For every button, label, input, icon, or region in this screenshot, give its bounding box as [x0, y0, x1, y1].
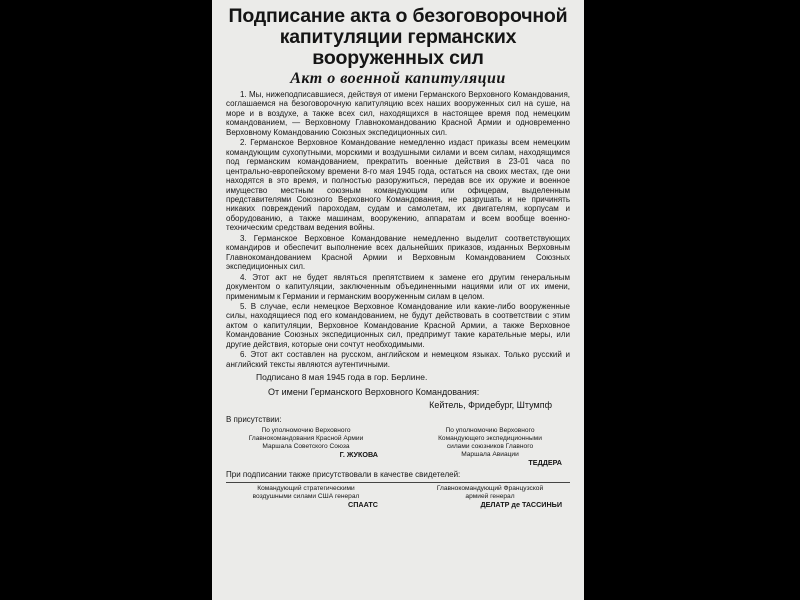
allied-rep-line-4: Маршала Авиации — [461, 451, 519, 459]
fr-witness-name: ДЕЛАТР де ТАССИНЬИ — [480, 499, 562, 509]
allied-rep-line-1: По уполномочию Верховного — [445, 427, 535, 435]
soviet-rep-line-1: По уполномочию Верховного — [261, 427, 351, 435]
signed-line: Подписано 8 мая 1945 года в гор. Берлине. — [256, 372, 428, 383]
soviet-representative — [226, 427, 386, 467]
allied-representative — [410, 427, 570, 467]
witness-line: При подписании также присутствовали в качестве свидетелей: — [226, 470, 461, 480]
article-1: 1. Мы, нижеподписавшиеся, действуя от имени Германского Верховного Командования, соглашаемся на безоговорочную капитуляцию всех наших вооруженных сил на суше, на море и в воздухе, а также всех сил, находящихся в настоящее время под немецким командованием, — Верховному Главнокомандованию Красной Армии и одновременно Верховному Командованию Союзных экспедиционных сил. — [226, 90, 570, 137]
article-4: 4. Этот акт не будет являться препятствием к замене его другим генеральным документом о капитуляции, заключенным объединенными нациями или от их имени, применимым к Германии и германским вооруженным силам в целом. — [226, 272, 570, 301]
soviet-rep-line-3: Маршала Советского Союза — [262, 443, 350, 451]
subheading: Акт о военной капитуляции — [290, 70, 506, 87]
headline-line-1: Подписание акта о безоговорочной — [228, 5, 568, 27]
soviet-rep-name: Г. ЖУКОВА — [339, 450, 378, 460]
german-signatories: Кейтель, Фридебург, Штумпф — [429, 400, 552, 411]
allied-rep-line-2: Командующего экспедиционными — [438, 435, 542, 443]
us-witness-line-1: Командующий стратегическими — [257, 484, 355, 492]
article-2: 2. Германское Верховное Командование немедленно издаст приказы всем немецким командующим сухопутными, морскими и воздушными силами и всем силам, находящимся под германским командованием, прекратить военные действия в 23-01 часа по центрально-европейскому времени 8-го мая 1945 года, остаться на своих местах, где они находятся в это время, и полностью разоружиться, передав все их оружие и военное имущество местным союзным командующим или офицерам, выделенным представителями Союзного Верховного Командования, не разрушать и не причинять никаких повреждений пароходам, судам и самолетам, их двигателям, корпусам и оборудованию, а также машинам, вооружению, аппаратам и всем вообще военно-техническим средствам ведения войны. — [226, 138, 570, 233]
soviet-rep-line-2: Главнокомандования Красной Армии — [248, 435, 364, 443]
french-witness — [410, 485, 570, 509]
newspaper-page — [212, 0, 584, 600]
fr-witness-line-2: армией генерал — [465, 492, 515, 500]
behalf-line: От имени Германского Верховного Командования: — [268, 387, 480, 398]
article-5: 5. В случае, если немецкое Верховное Командование или какие-либо вооруженные силы, находящиеся под его командованием, не будут действовать в соответствии с этим актом о капитуляции, Верховное Командование Красной Армии, а также Верховное Командование Союзных экспедиционных сил, предпримут такие карательные меры, или другие действия, которые они сочтут необходимыми. — [226, 301, 570, 349]
fr-witness-line-1: Главнокомандующий Французской — [436, 484, 544, 492]
us-witness-line-2: воздушными силами США генерал — [252, 492, 360, 500]
allied-rep-name: ТЕДДЕРА — [528, 458, 562, 468]
divider — [226, 482, 570, 483]
presence-line: В присутствии: — [226, 415, 282, 425]
representatives — [226, 427, 570, 467]
headline-line-2: капитуляции германских — [279, 26, 517, 48]
allied-rep-line-3: силами союзников Главного — [446, 443, 534, 451]
us-witness — [226, 485, 386, 509]
witnesses — [226, 485, 570, 509]
article-6: 6. Этот акт составлен на русском, английском и немецком языках. Только русский и английский тексты являются аутентичными. — [226, 350, 570, 369]
us-witness-name: СПААТС — [348, 499, 378, 509]
headline-line-3: вооруженных сил — [312, 47, 484, 69]
article-3: 3. Германское Верховное Командование немедленно выделит соответствующих командиров и обеспечит выполнение всех дальнейших приказов, изданных Верховным Главнокомандованием Красной Армии и Верховным Командованием Союзных экспедиционных сил. — [226, 233, 570, 272]
headline — [226, 6, 570, 69]
